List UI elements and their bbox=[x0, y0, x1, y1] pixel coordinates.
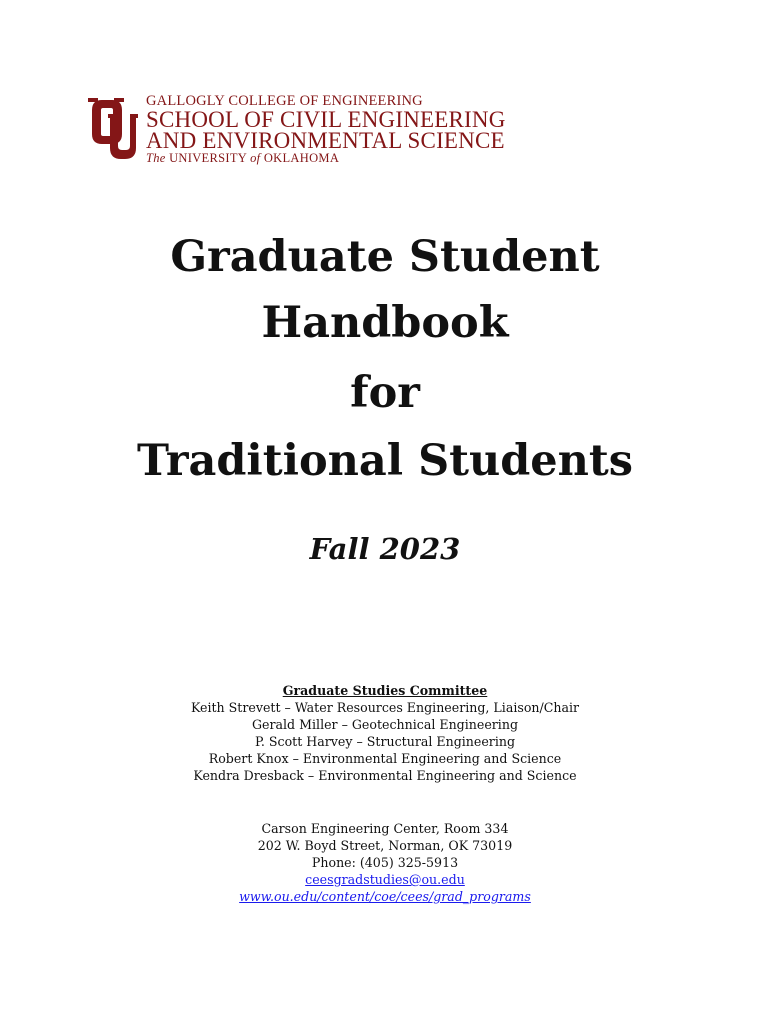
school-name-line1: SCHOOL OF CIVIL ENGINEERING bbox=[146, 107, 506, 132]
committee-member: P. Scott Harvey – Structural Engineering bbox=[254, 734, 516, 749]
website-link[interactable]: www.ou.edu/content/coe/cees/grad_programs bbox=[239, 889, 531, 904]
university-the: The bbox=[146, 151, 166, 165]
college-name: GALLOGLY COLLEGE OF ENGINEERING bbox=[146, 93, 423, 109]
phone-number: Phone: (405) 325-5913 bbox=[311, 855, 459, 870]
title-line-1: Graduate Student bbox=[170, 232, 600, 282]
university-main: UNIVERSITY bbox=[169, 151, 247, 165]
committee-heading: Graduate Studies Committee bbox=[282, 683, 488, 698]
logo-text bbox=[146, 93, 506, 166]
committee-section bbox=[0, 682, 770, 784]
email-link[interactable]: ceesgradstudies@ou.edu bbox=[305, 872, 465, 887]
title-line-4: Traditional Students bbox=[136, 436, 634, 486]
ou-interlocking-logo-icon bbox=[88, 96, 140, 162]
building-address: Carson Engineering Center, Room 334 bbox=[261, 821, 509, 836]
university-state: OKLAHOMA bbox=[263, 151, 340, 165]
street-address: 202 W. Boyd Street, Norman, OK 73019 bbox=[257, 838, 513, 853]
committee-member: Keith Strevett – Water Resources Engineering, Liaison/Chair bbox=[190, 700, 580, 715]
title-line-2: Handbook bbox=[261, 298, 509, 348]
school-name-line2: AND ENVIRONMENTAL SCIENCE bbox=[146, 128, 505, 153]
term-label: Fall 2023 bbox=[309, 532, 461, 566]
school-logo bbox=[88, 93, 548, 165]
committee-member: Kendra Dresback – Environmental Engineering and Science bbox=[193, 768, 577, 783]
university-name bbox=[146, 151, 506, 166]
committee-member: Gerald Miller – Geotechnical Engineering bbox=[251, 717, 519, 732]
title-line-3: for bbox=[350, 368, 420, 418]
committee-member: Robert Knox – Environmental Engineering and Science bbox=[208, 751, 562, 766]
contact-section bbox=[0, 820, 770, 905]
university-of: of bbox=[250, 151, 261, 165]
